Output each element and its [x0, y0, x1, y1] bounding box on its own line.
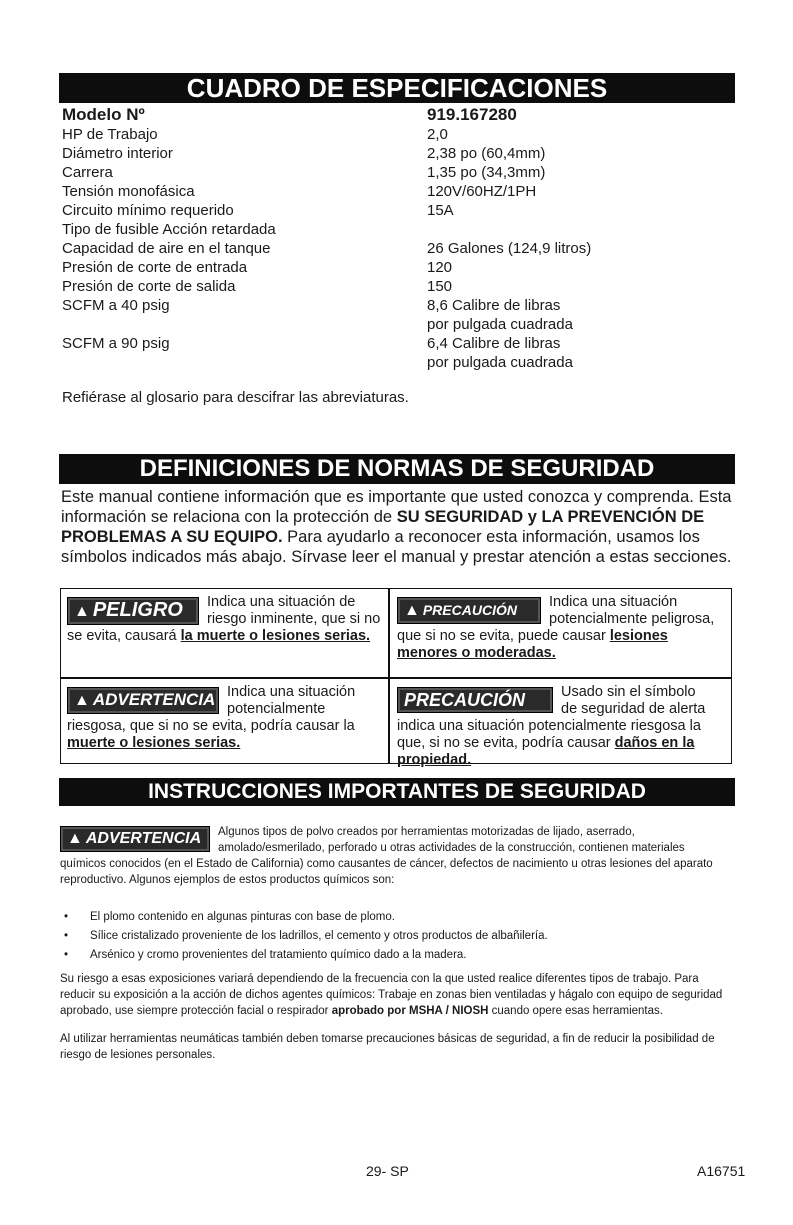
precaucion-plain-text: Usado sin el símbolo de seguridad de alerta indica una situación potencialmente riesgosa la que, si no se evita, podría causar	[397, 684, 706, 751]
spec-label: SCFM a 40 psig	[62, 297, 170, 314]
spec-label: Diámetro interior	[62, 145, 173, 162]
box-divider-vertical	[388, 589, 390, 763]
spec-value: 2,38 po (60,4mm)	[427, 145, 546, 162]
spec-value: 2,0	[427, 126, 448, 143]
spec-label: Presión de corte de salida	[62, 278, 236, 295]
spec-banner: CUADRO DE ESPECIFICACIONES	[59, 73, 735, 103]
intro-bold: SU SEGURIDAD y LA PREVENCIÓN DE PROBLEMAS A SU EQUIPO.	[61, 508, 705, 546]
list-item: • Arsénico y cromo provenientes del tratamiento químico dado a la madera.	[60, 946, 732, 965]
spec-row	[62, 239, 732, 258]
list-item: • El plomo contenido en algunas pinturas con base de plomo.	[60, 908, 732, 927]
precaucion-symbol-cell	[397, 594, 715, 662]
spec-value: 6,4 Calibre de libras	[427, 335, 561, 352]
chemicals-list	[60, 908, 732, 965]
precaucion-plain-emphasis: daños en la propiedad.	[397, 735, 695, 768]
spec-label: SCFM a 90 psig	[62, 335, 170, 352]
spec-row	[62, 125, 732, 144]
warning-triangle-icon: ▲	[74, 603, 90, 620]
spec-row	[62, 163, 732, 182]
spec-row	[62, 220, 732, 239]
risk-text-1: Su riesgo a esas exposiciones variará dependiendo de la frecuencia con la que usted realice diferentes tipos de trabajo. Para reducir su exposición a la acción de dichos agentes químicos: Trabaje en zonas bien ventiladas y hágalo con equipo de seguridad aprobado, use siempre protección facial o respirador	[60, 973, 723, 1017]
risk-bold: aprobado por MSHA / NIOSH	[331, 1005, 489, 1017]
model-label: Modelo Nº	[62, 105, 145, 124]
document-code: A16751	[697, 1163, 746, 1179]
final-paragraph: Al utilizar herramientas neumáticas también deben tomarse precauciones básicas de seguridad, a fin de reducir la posibilidad de riesgo de lesiones personales.	[60, 1033, 715, 1061]
spec-row	[62, 258, 732, 277]
model-value: 919.167280	[427, 105, 517, 124]
advertencia-warning-badge: ▲ ADVERTENCIA	[60, 826, 210, 852]
spec-label	[62, 353, 427, 372]
peligro-cell	[67, 594, 385, 645]
precaucion-symbol-emphasis: lesiones menores o moderadas.	[397, 628, 668, 661]
advertencia-text: Indica una situación potencialmente riesgosa, que si no se evita, podría causar la	[67, 684, 356, 734]
spec-label: Presión de corte de entrada	[62, 259, 248, 276]
risk-text-2: cuando opere esas herramientas.	[488, 1005, 663, 1017]
spec-label	[62, 315, 427, 334]
spec-row	[62, 277, 732, 296]
spec-value: 150	[427, 278, 453, 295]
glossary-note: Refiérase al glosario para descifrar las abreviaturas.	[62, 389, 409, 406]
spec-value: 120	[427, 259, 453, 276]
warning-triangle-icon: ▲	[67, 830, 83, 847]
risk-paragraph	[60, 971, 732, 1019]
spec-label: Tensión monofásica	[62, 183, 195, 200]
definitions-banner: DEFINICIONES DE NORMAS DE SEGURIDAD	[59, 454, 735, 484]
advertencia-emphasis: muerte o lesiones serias.	[67, 735, 241, 751]
peligro-text: Indica una situación de riesgo inminente, que si no se evita, causará	[67, 594, 381, 644]
precaucion-plain-badge: PRECAUCIÓN	[397, 687, 553, 713]
definitions-intro	[61, 487, 733, 567]
advertencia-cell	[67, 684, 385, 752]
spec-value: 1,35 po (34,3mm)	[427, 164, 546, 181]
spec-label: Circuito mínimo requerido	[62, 202, 234, 219]
spec-value: 120V/60HZ/1PH	[427, 183, 537, 200]
spec-table	[62, 105, 732, 406]
box-divider-horizontal	[61, 677, 731, 679]
spec-label: Tipo de fusible Acción retardada	[62, 221, 276, 238]
spec-row	[62, 315, 732, 334]
spec-row	[62, 353, 732, 372]
spec-row	[62, 334, 732, 353]
peligro-emphasis: la muerte o lesiones serias.	[180, 628, 371, 644]
intro-text-2: Para ayudarlo a reconocer esta información, usamos los símbolos indicados más abajo. Sírvase leer el manual y prestar atención a estas secciones.	[61, 528, 732, 566]
warning-triangle-icon: ▲	[74, 692, 90, 709]
spec-value: 26 Galones (124,9 litros)	[427, 240, 592, 257]
spec-label: Carrera	[62, 164, 113, 181]
precaucion-symbol-badge: ▲ PRECAUCIÓN	[397, 597, 541, 624]
spec-value	[427, 220, 732, 239]
spec-value: por pulgada cuadrada	[427, 354, 573, 371]
spec-model-row	[62, 105, 732, 125]
signal-words-box	[60, 588, 732, 768]
peligro-badge: ▲ PELIGRO	[67, 597, 199, 625]
warning-paragraph	[60, 824, 732, 888]
instructions-banner: INSTRUCCIONES IMPORTANTES DE SEGURIDAD	[59, 778, 735, 806]
spec-row	[62, 144, 732, 163]
spec-value: 8,6 Calibre de libras	[427, 297, 561, 314]
warning-text: Algunos tipos de polvo creados por herramientas motorizadas de lijado, aserrado, amolado/esmerilado, perforado u otras actividades de la construcción, contienen materiales químicos conocidos (en el Estado de California) como causantes de cáncer, defectos de nacimiento u otras lesiones del aparato reproductivo. Algunos ejemplos de estos productos químicos son:	[60, 826, 713, 886]
spec-label: Capacidad de aire en el tanque	[62, 240, 271, 257]
page-number: 29- SP	[366, 1163, 409, 1179]
intro-text-1: Este manual contiene información que es importante que usted conozca y comprenda. Esta información se relaciona con la protección de	[61, 488, 732, 526]
spec-row	[62, 296, 732, 315]
precaucion-plain-cell	[397, 684, 715, 769]
precaucion-symbol-text: Indica una situación potencialmente peligrosa, que si no se evita, puede causar	[397, 594, 715, 644]
spec-label: HP de Trabajo	[62, 126, 158, 143]
instructions-body	[60, 824, 732, 1063]
advertencia-badge: ▲ ADVERTENCIA	[67, 687, 219, 714]
spec-value: 15A	[427, 202, 454, 219]
list-item: • Sílice cristalizado proveniente de los ladrillos, el cemento y otros productos de albañilería.	[60, 927, 732, 946]
spec-row	[62, 182, 732, 201]
spec-value: por pulgada cuadrada	[427, 316, 573, 333]
spec-row	[62, 201, 732, 220]
warning-triangle-icon: ▲	[404, 602, 420, 619]
